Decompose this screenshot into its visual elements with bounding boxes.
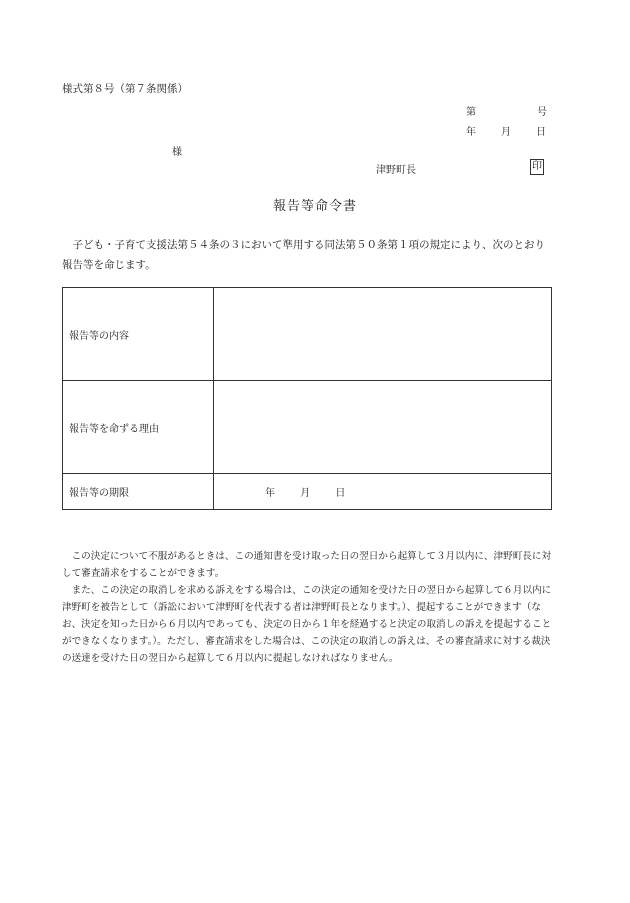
- report-order-table: [62, 287, 552, 510]
- order-body-text: 子ども・子育て支援法第５４条の３において準用する同法第５０条第１項の規定により、次のとおり報告等を命じます。: [62, 239, 545, 271]
- document-title: 報告等命令書: [272, 199, 357, 214]
- deadline-day: 日: [335, 488, 346, 499]
- table-row-deadline: [63, 474, 552, 510]
- lawsuit-notice: また、この決定の取消しを求める訴えをする場合は、この決定の通知を受けた日の翌日から起算して６月以内に津野町を被告として（訴訟において津野町を代表する者は津野町長となります。）、提起することができます（なお、決定を知った日から６月以内であっても、決定の日から１年を経過すると決定の取消しの訴えを提起することができなくなります。）。ただし、審査請求をした場合は、この決定の取消しの訴えは、その審査請求に対する裁決の送達を受けた日の翌日から起算して６月以内に提起しなければなりません。: [62, 585, 552, 664]
- appeal-notice: この決定について不服があるときは、この通知書を受け取った日の翌日から起算して３月以内に、津野町長に対して審査請求をすることができます。: [62, 551, 552, 579]
- issuer-name: 津野町長: [376, 165, 416, 176]
- issue-date-month: 月: [501, 127, 511, 138]
- deadline-month: 月: [300, 488, 311, 499]
- deadline-year: 年: [265, 488, 275, 499]
- report-content-label: 報告等の内容: [63, 288, 214, 381]
- table-row-reason: [63, 381, 552, 474]
- form-number: 様式第８号（第７条関係）: [62, 83, 188, 95]
- issue-date-day: 日: [536, 127, 546, 138]
- issue-date-year: 年: [466, 127, 476, 138]
- recipient-honorific: 様: [172, 147, 182, 158]
- report-deadline-date: [214, 474, 552, 510]
- seal-mark: 印: [530, 159, 544, 175]
- table-row-content: [63, 288, 552, 381]
- report-deadline-label: 報告等の期限: [63, 474, 214, 510]
- report-reason-label: 報告等を命ずる理由: [63, 381, 214, 474]
- report-content-value: [214, 288, 552, 381]
- document-number-suffix: 号: [537, 107, 547, 118]
- document-number-label: 第: [466, 107, 476, 118]
- report-reason-value: [214, 381, 552, 474]
